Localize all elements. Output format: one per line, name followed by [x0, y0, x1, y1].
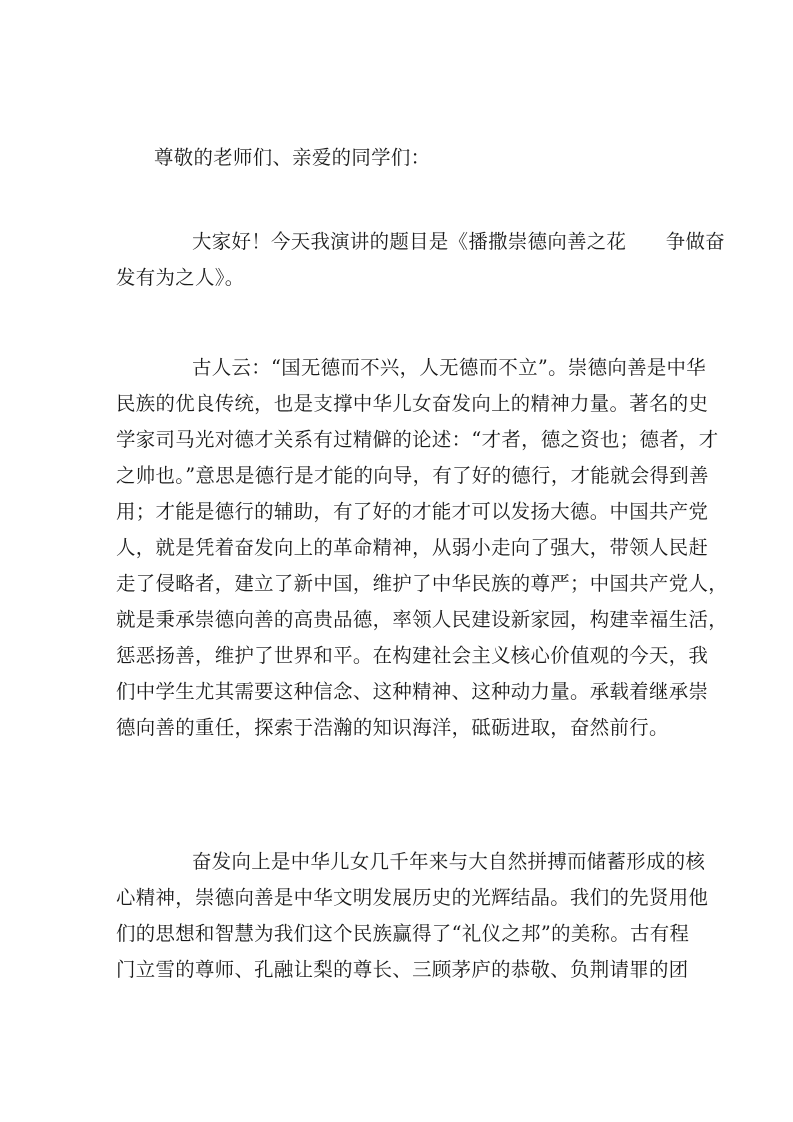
paragraph-line: 学家司马光对德才关系有过精僻的论述：“才者，德之资也；德者，才 — [116, 428, 719, 451]
paragraph-line: 们的思想和智慧为我们这个民族赢得了“礼仪之邦”的美称。古有程 — [116, 922, 690, 945]
paragraph-line: 大家好！今天我演讲的题目是《播撒崇德向善之花 争做奋 — [192, 230, 725, 253]
paragraph-line: 人，就是凭着奋发向上的革命精神，从弱小走向了强大，带领人民赶 — [116, 536, 709, 559]
paragraph-line: 走了侵略者，建立了新中国，维护了中华民族的尊严；中国共产党人， — [116, 572, 728, 595]
paragraph-line: 德向善的重任，探索于浩瀚的知识海洋，砥砺进取，奋然前行。 — [116, 716, 669, 739]
paragraph-line: 惩恶扬善，维护了世界和平。在构建社会主义核心价值观的今天，我 — [116, 644, 709, 667]
paragraph-line: 奋发向上是中华儿女几千年来与大自然拼搏而储蓄形成的核 — [192, 850, 706, 873]
greeting: 尊敬的老师们、亲爱的同学们： — [154, 146, 431, 169]
paragraph-line: 之帅也。”意思是德行是才能的向导，有了好的德行，才能就会得到善 — [116, 464, 709, 487]
paragraph-line: 们中学生尤其需要这种信念、这种精神、这种动力量。承载着继承崇 — [116, 680, 709, 703]
paragraph-line: 用；才能是德行的辅助，有了好的才能才可以发扬大德。中国共产党 — [116, 500, 709, 523]
paragraph-line: 古人云：“国无德而不兴，人无德而不立”。崇德向善是中华 — [192, 356, 707, 379]
paragraph-line: 心精神，崇德向善是中华文明发展历史的光辉结晶。我们的先贤用他 — [116, 886, 709, 909]
paragraph-line: 发有为之人》。 — [116, 266, 245, 289]
paragraph-line: 民族的优良传统，也是支撑中华儿女奋发向上的精神力量。著名的史 — [116, 392, 709, 415]
paragraph-line: 就是秉承崇德向善的高贵品德，率领人民建设新家园，构建幸福生活， — [116, 608, 728, 631]
paragraph-line: 门立雪的尊师、孔融让梨的尊长、三顾茅庐的恭敬、负荆请罪的团 — [116, 958, 689, 981]
